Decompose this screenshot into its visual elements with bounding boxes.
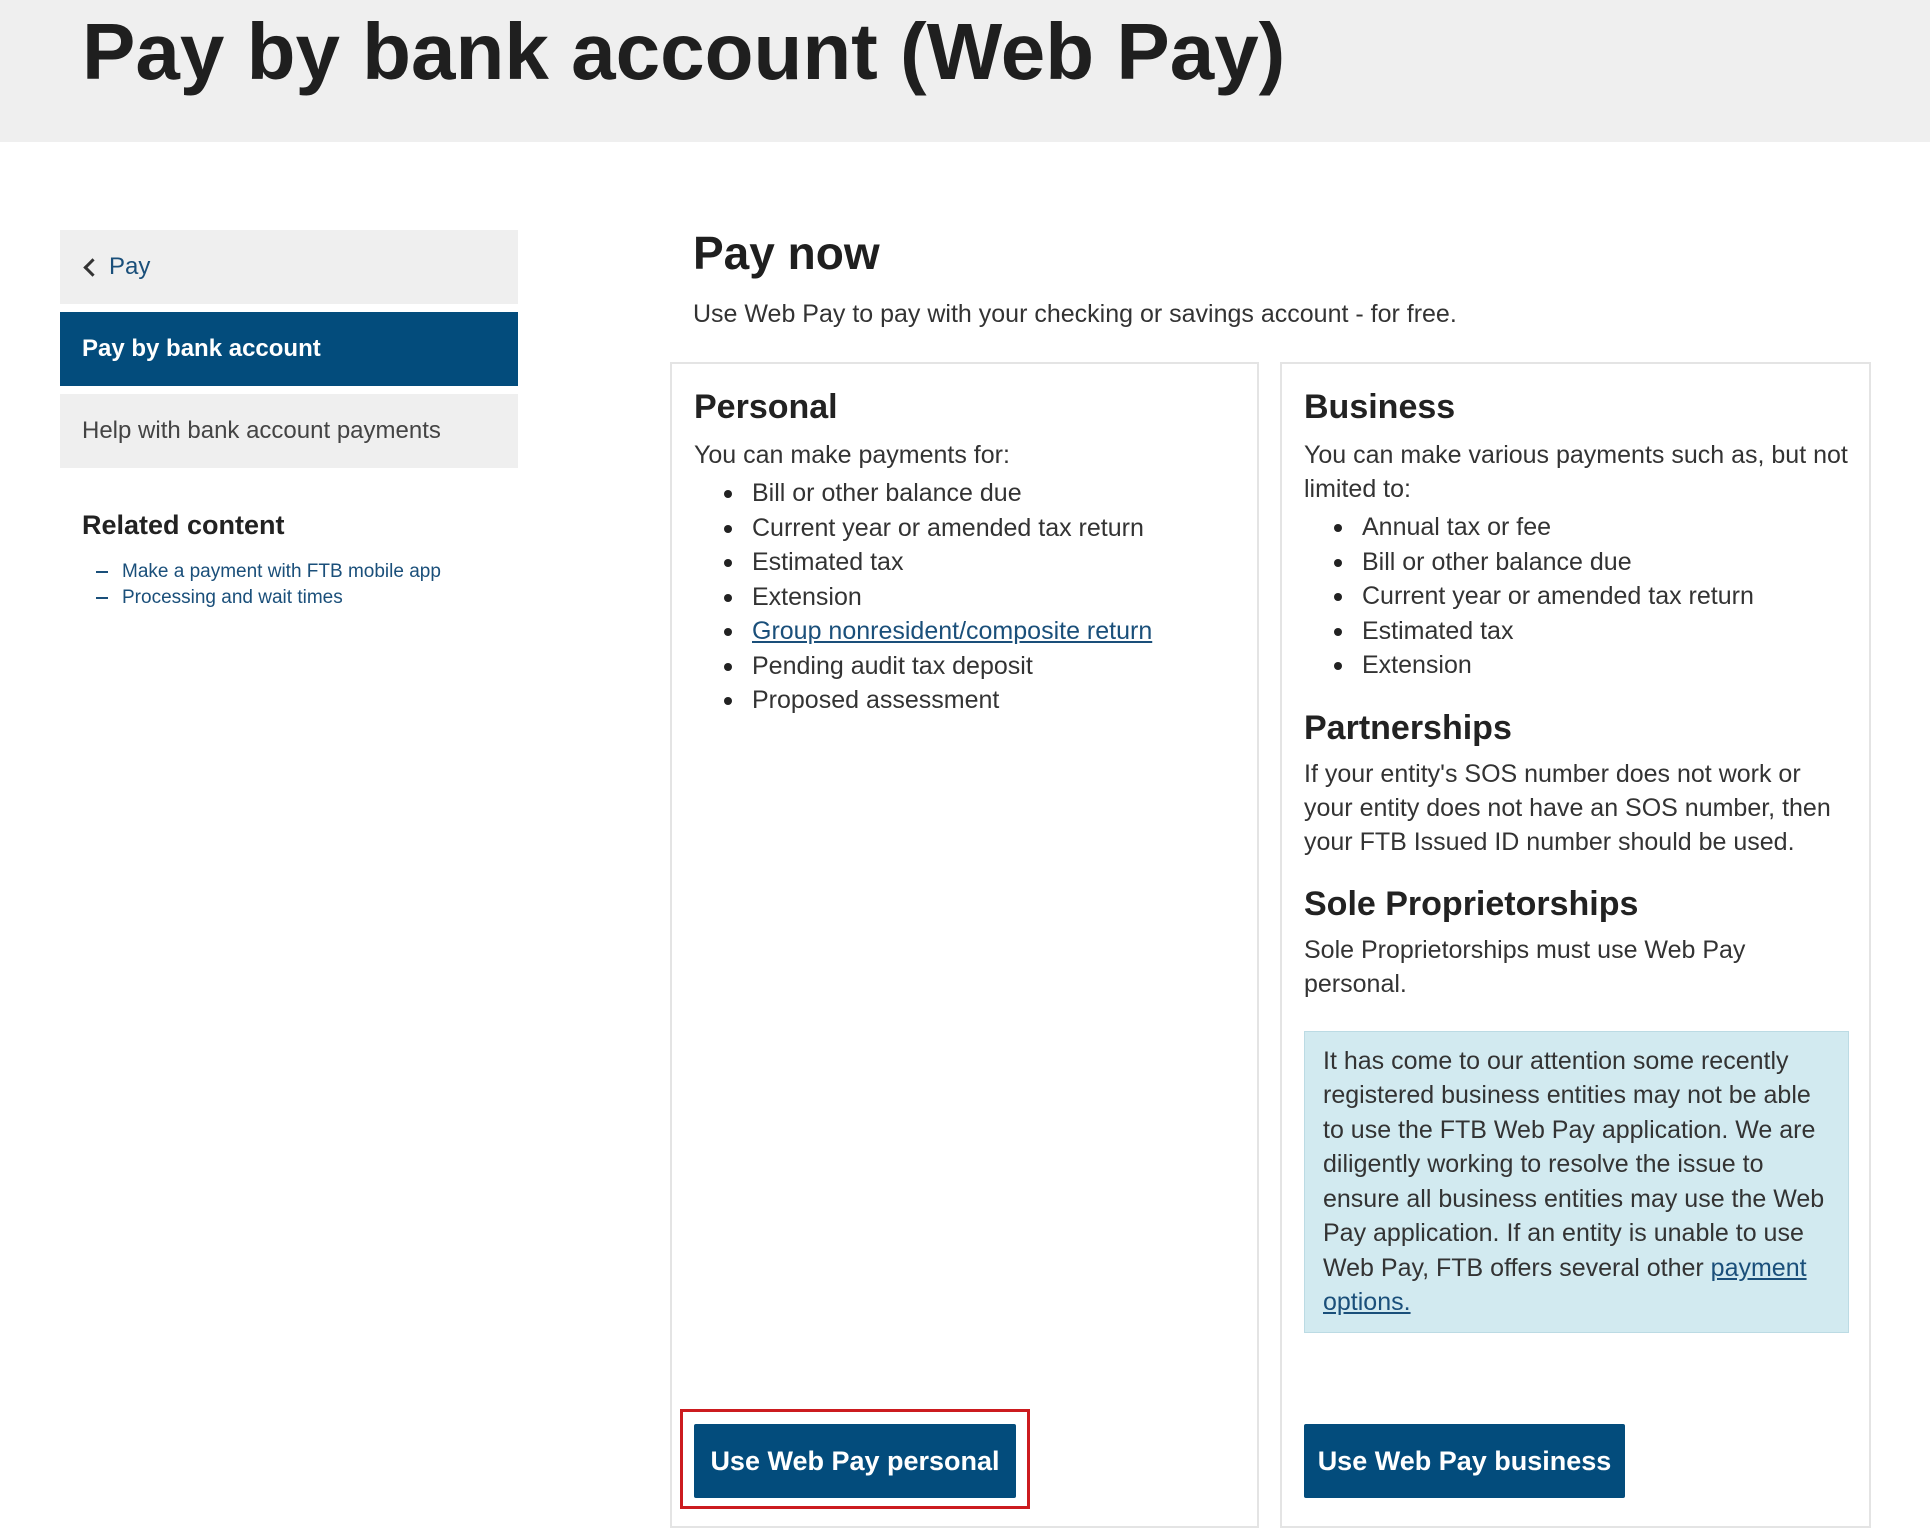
related-link-processing-times[interactable] (96, 585, 518, 611)
alert-text: It has come to our attention some recently registered business entities may not be able to use the FTB Web Pay application. We are diligently working to resolve the issue to ensure all business entities may use the Web Pay application. If an entity is unable to use Web Pay, FTB offers several other (1323, 1046, 1825, 1282)
personal-card (670, 362, 1259, 1528)
list-item: Extension (724, 580, 1237, 615)
personal-intro: You can make payments for: (694, 441, 1010, 469)
page-title: Pay by bank account (Web Pay) (82, 7, 1286, 96)
list-item: Estimated tax (1334, 614, 1849, 649)
list-item: Estimated tax (724, 545, 1237, 580)
personal-heading: Personal (694, 388, 838, 426)
payment-options-link[interactable]: payment options. (1323, 1253, 1807, 1316)
business-card (1280, 362, 1871, 1528)
related-link-label: Make a payment with FTB mobile app (122, 561, 441, 582)
related-links (60, 559, 518, 611)
use-web-pay-personal-button[interactable]: Use Web Pay personal (694, 1424, 1016, 1498)
business-heading: Business (1304, 388, 1456, 426)
business-intro: You can make various payments such as, but not limited to: (1304, 441, 1848, 503)
sidebar (60, 230, 518, 611)
header-band (0, 0, 1930, 142)
partnerships-heading: Partnerships (1304, 708, 1512, 747)
partnerships-text: If your entity's SOS number does not work or your entity does not have an SOS number, then your FTB Issued ID number should be used. (1304, 759, 1831, 856)
list-item: Current year or amended tax return (724, 511, 1237, 546)
main-title: Pay now (693, 227, 880, 279)
list-item: Annual tax or fee (1334, 510, 1849, 545)
list-item: Bill or other balance due (724, 476, 1237, 511)
sidebar-item-pay-by-bank-account[interactable] (60, 312, 518, 386)
sidebar-item-pay[interactable] (60, 230, 518, 304)
related-link-label: Processing and wait times (122, 587, 343, 608)
main-intro: Use Web Pay to pay with your checking or savings account - for free. (693, 300, 1457, 328)
sole-proprietorships-text: Sole Proprietorships must use Web Pay personal. (1304, 935, 1746, 998)
sidebar-item-label: Help with bank account payments (82, 417, 441, 444)
sidebar-item-label: Pay by bank account (82, 335, 321, 362)
business-payment-list (1304, 510, 1849, 683)
personal-payment-list (694, 476, 1237, 718)
dash-icon (96, 571, 108, 573)
chevron-left-icon (83, 258, 101, 276)
group-nonresident-link[interactable]: Group nonresident/composite return (752, 617, 1153, 645)
list-item: Extension (1334, 648, 1849, 683)
sidebar-item-help-bank-payments[interactable] (60, 394, 518, 468)
info-alert (1304, 1031, 1849, 1333)
use-web-pay-business-button[interactable]: Use Web Pay business (1304, 1424, 1625, 1498)
list-item: Bill or other balance due (1334, 545, 1849, 580)
list-item: Current year or amended tax return (1334, 579, 1849, 614)
related-link-mobile-app[interactable] (96, 559, 518, 585)
list-item: Proposed assessment (724, 683, 1237, 718)
related-content-title: Related content (82, 510, 285, 540)
list-item (724, 614, 1237, 649)
dash-icon (96, 597, 108, 599)
list-item: Pending audit tax deposit (724, 649, 1237, 684)
sidebar-item-label: Pay (109, 253, 151, 280)
sole-proprietorships-heading: Sole Proprietorships (1304, 884, 1639, 923)
